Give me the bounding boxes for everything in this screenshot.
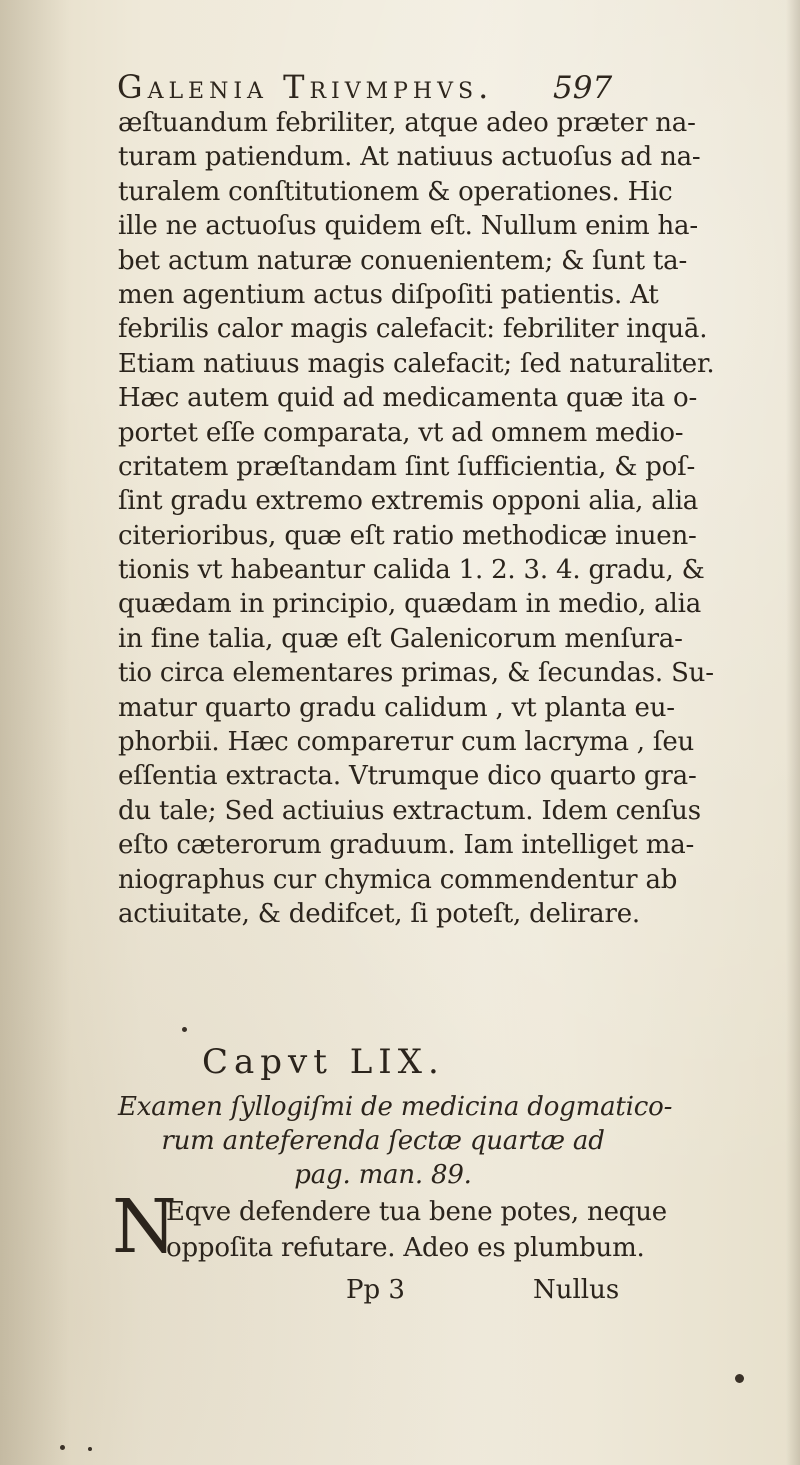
- summary-line: rum anteferenda ſectæ quartæ ad: [161, 1126, 605, 1156]
- text-line: eſſentia extracta. Vtrumque dico quarto gra-: [118, 761, 697, 792]
- text-line: turalem conſtitutionem & operationes. Hic: [118, 176, 673, 207]
- text-line: in fine talia, quæ eſt Galenicorum menſura-: [118, 623, 683, 654]
- text-line: critatem præſtandam ſint ſufficientia, & poſ-: [118, 451, 696, 482]
- text-line: actiuitate, & dedifcet, ſi poteſt, delirare.: [118, 898, 640, 929]
- text-line: men agentium actus diſpoſiti patientis. At: [118, 279, 659, 310]
- opening-lines: [166, 1194, 667, 1266]
- text-line: Eqve defendere tua bene potes, neque: [166, 1197, 667, 1227]
- text-line: tio circa elementares primas, & ſecundas. Su-: [118, 658, 714, 689]
- main-text-block: [118, 106, 715, 931]
- drop-cap: N: [112, 1184, 177, 1270]
- ink-speck: [735, 1374, 744, 1383]
- text-line: turam patiendum. At natiuus actuoſus ad na-: [118, 142, 701, 173]
- catchword: Nullus: [533, 1275, 620, 1305]
- text-line: æſtuandum febriliter, atque adeo præter na-: [118, 108, 696, 138]
- summary-line: pag. man. 89.: [294, 1160, 472, 1190]
- text-line: matur quarto gradu calidum , vt planta eu-: [118, 692, 675, 723]
- opening-paragraph: [112, 1184, 672, 1274]
- text-line: ille ne actuoſus quidem eſt. Nullum enim ha-: [118, 211, 698, 242]
- signature-mark: Pp 3: [346, 1275, 405, 1305]
- binding-shadow: [0, 0, 70, 1465]
- text-line: du tale; Sed actiuius extractum. Idem cenſus: [118, 795, 701, 826]
- chapter-summary: [118, 1090, 673, 1192]
- text-line: febrilis calor magis calefacit: febriliter inquā.: [118, 314, 708, 345]
- text-line: portet eſſe comparata, vt ad omnem medio-: [118, 417, 684, 448]
- summary-line: Examen ſyllogiſmi de medicina dogmatico-: [118, 1092, 673, 1122]
- ink-speck: [88, 1447, 92, 1451]
- text-line: citerioribus, quæ eſt ratio methodicæ inuen-: [118, 520, 697, 551]
- text-line: quædam in principio, quædam in medio, alia: [118, 589, 701, 620]
- text-line: Etiam natiuus magis calefacit; ſed naturaliter.: [118, 348, 715, 379]
- text-line: Hæc autem quid ad medicamenta quæ ita o-: [118, 383, 698, 414]
- text-line: eſto cæterorum graduum. Iam intelliget ma-: [118, 830, 695, 861]
- text-line: oppoſita refutare. Adeo es plumbum.: [166, 1233, 645, 1263]
- chapter-heading: Capvt LIX.: [202, 1042, 445, 1082]
- page-edge: [786, 0, 800, 1465]
- text-line: bet actum naturæ conuenientem; & ſunt ta-: [118, 245, 688, 276]
- running-head: Galenia Trivmphvs.: [117, 68, 494, 106]
- ink-speck: [60, 1445, 65, 1450]
- ink-speck: [182, 1027, 187, 1032]
- page-header: [117, 68, 717, 108]
- text-line: ſint gradu extremo extremis opponi alia, alia: [118, 486, 699, 517]
- text-line: tionis vt habeantur calida 1. 2. 3. 4. gradu, &: [118, 555, 705, 586]
- page-number: 597: [553, 70, 613, 106]
- text-line: phorbii. Hæc compareтur cum lacryma , ſeu: [118, 727, 695, 758]
- text-line: niographus cur chymica commendentur ab: [118, 864, 678, 895]
